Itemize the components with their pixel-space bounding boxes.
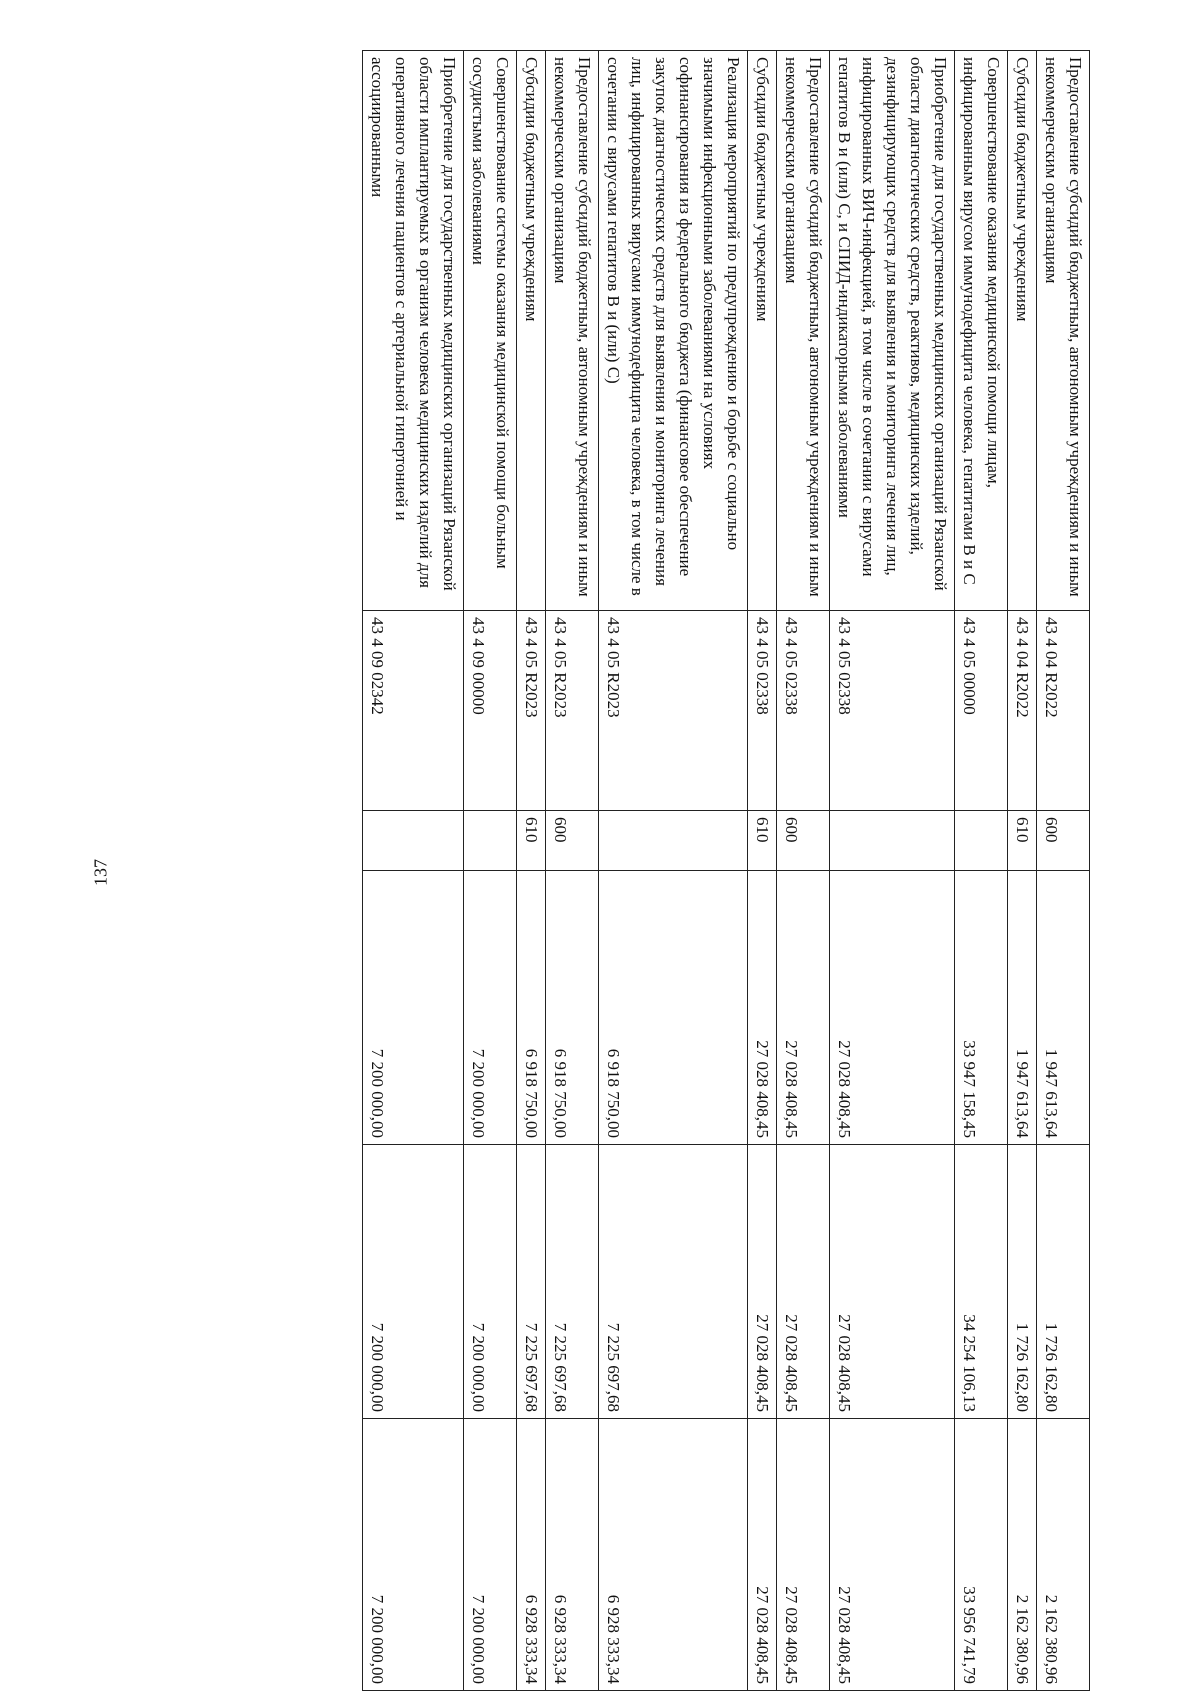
row-code-cell: 43 4 05 R2023 — [546, 611, 599, 811]
row-value-2026-cell: 2 162 380,96 — [1008, 1419, 1037, 1691]
row-value-2026-cell: 6 928 333,34 — [546, 1419, 599, 1691]
row-value-2024-cell: 33 947 158,45 — [955, 871, 1008, 1145]
row-value-2025-cell: 1 726 162,80 — [1037, 1145, 1090, 1419]
row-name-cell: Предоставление субсидий бюджетным, автономным учреждениям и иным некоммерческим организациям — [1037, 51, 1090, 611]
row-value-2026-cell: 7 200 000,00 — [363, 1419, 464, 1691]
row-code-cell: 43 4 09 00000 — [464, 611, 517, 811]
row-value-2024-cell: 27 028 408,45 — [777, 871, 830, 1145]
table-row — [1037, 51, 1090, 1691]
row-value-2025-cell: 7 200 000,00 — [464, 1145, 517, 1419]
row-name-cell: Субсидии бюджетным учреждениям — [1008, 51, 1037, 611]
row-value-2024-cell: 6 918 750,00 — [517, 871, 546, 1145]
row-value-2026-cell: 27 028 408,45 — [748, 1419, 777, 1691]
row-value-2026-cell: 6 928 333,34 — [517, 1419, 546, 1691]
table-row — [830, 51, 955, 1691]
row-name-cell: Совершенствование системы оказания медицинской помощи больным сосудистыми заболеваниями — [464, 51, 517, 611]
row-value-2025-cell: 7 225 697,68 — [546, 1145, 599, 1419]
row-vr-cell — [599, 811, 748, 871]
row-value-2024-cell: 27 028 408,45 — [748, 871, 777, 1145]
row-vr-cell: 600 — [777, 811, 830, 871]
row-vr-cell: 610 — [517, 811, 546, 871]
row-vr-cell: 600 — [546, 811, 599, 871]
row-name-cell: Приобретение для государственных медицинских организаций Рязанской области диагностических средств, реактивов, медицинских изделий, дезинфицирующих средств для выявления и мониторинга лечения лиц, инфицированных ВИЧ-инфекцией, в том числе в сочетании с вирусами гепатитов В и (или) С, и СПИД-индикаторными заболеваниями — [830, 51, 955, 611]
table-row — [748, 51, 777, 1691]
table-row — [955, 51, 1008, 1691]
row-code-cell: 43 4 04 R2022 — [1008, 611, 1037, 811]
row-value-2026-cell: 2 162 380,96 — [1037, 1419, 1090, 1691]
row-value-2024-cell: 6 918 750,00 — [599, 871, 748, 1145]
budget-table-body — [363, 51, 1090, 1691]
row-code-cell: 43 4 09 02342 — [363, 611, 464, 811]
table-row — [517, 51, 546, 1691]
row-value-2026-cell: 33 956 741,79 — [955, 1419, 1008, 1691]
row-value-2025-cell: 7 200 000,00 — [363, 1145, 464, 1419]
row-code-cell: 43 4 04 R2022 — [1037, 611, 1090, 811]
row-value-2026-cell: 27 028 408,45 — [830, 1419, 955, 1691]
row-code-cell: 43 4 05 00000 — [955, 611, 1008, 811]
row-code-cell: 43 4 05 02338 — [830, 611, 955, 811]
row-code-cell: 43 4 05 02338 — [777, 611, 830, 811]
table-row — [1008, 51, 1037, 1691]
row-value-2025-cell: 27 028 408,45 — [830, 1145, 955, 1419]
row-value-2024-cell: 6 918 750,00 — [546, 871, 599, 1145]
row-code-cell: 43 4 05 02338 — [748, 611, 777, 811]
row-value-2024-cell: 7 200 000,00 — [363, 871, 464, 1145]
row-vr-cell: 610 — [1008, 811, 1037, 871]
table-row — [777, 51, 830, 1691]
row-value-2024-cell: 1 947 613,64 — [1008, 871, 1037, 1145]
row-value-2025-cell: 1 726 162,80 — [1008, 1145, 1037, 1419]
row-name-cell: Субсидии бюджетным учреждениям — [517, 51, 546, 611]
row-value-2024-cell: 27 028 408,45 — [830, 871, 955, 1145]
row-value-2025-cell: 34 254 106,13 — [955, 1145, 1008, 1419]
row-vr-cell — [464, 811, 517, 871]
row-value-2026-cell: 27 028 408,45 — [777, 1419, 830, 1691]
budget-table — [362, 50, 1090, 1691]
row-name-cell: Совершенствование оказания медицинской помощи лицам, инфицированным вирусом иммунодефицита человека, гепатитами В и С — [955, 51, 1008, 611]
table-row — [599, 51, 748, 1691]
budget-table-container — [140, 50, 1090, 1690]
table-row — [363, 51, 464, 1691]
row-vr-cell — [830, 811, 955, 871]
row-code-cell: 43 4 05 R2023 — [599, 611, 748, 811]
row-vr-cell: 600 — [1037, 811, 1090, 871]
table-row — [546, 51, 599, 1691]
row-value-2025-cell: 27 028 408,45 — [748, 1145, 777, 1419]
row-value-2026-cell: 6 928 333,34 — [599, 1419, 748, 1691]
row-vr-cell — [955, 811, 1008, 871]
row-name-cell: Предоставление субсидий бюджетным, автономным учреждениям и иным некоммерческим организациям — [777, 51, 830, 611]
row-name-cell: Реализация мероприятий по предупреждению и борьбе с социально значимыми инфекционными заболеваниями на условиях софинансирования из федерального бюджета (финансовое обеспечение закупок диагностических средств для выявления и мониторинга лечения лиц, инфицированных вирусами иммунодефицита человека, в том числе в сочетании с вирусами гепатитов В и (или) С) — [599, 51, 748, 611]
row-code-cell: 43 4 05 R2023 — [517, 611, 546, 811]
row-vr-cell: 610 — [748, 811, 777, 871]
page-number: 137 — [90, 859, 111, 886]
row-value-2025-cell: 7 225 697,68 — [517, 1145, 546, 1419]
row-vr-cell — [363, 811, 464, 871]
row-value-2024-cell: 7 200 000,00 — [464, 871, 517, 1145]
row-name-cell: Приобретение для государственных медицинских организаций Рязанской области имплантируемых в организм человека медицинских изделий для оперативного лечения пациентов с артериальной гипертонией и ассоциированными — [363, 51, 464, 611]
row-value-2026-cell: 7 200 000,00 — [464, 1419, 517, 1691]
row-value-2025-cell: 7 225 697,68 — [599, 1145, 748, 1419]
row-name-cell: Предоставление субсидий бюджетным, автономным учреждениям и иным некоммерческим организациям — [546, 51, 599, 611]
row-value-2025-cell: 27 028 408,45 — [777, 1145, 830, 1419]
row-name-cell: Субсидии бюджетным учреждениям — [748, 51, 777, 611]
table-row — [464, 51, 517, 1691]
row-value-2024-cell: 1 947 613,64 — [1037, 871, 1090, 1145]
